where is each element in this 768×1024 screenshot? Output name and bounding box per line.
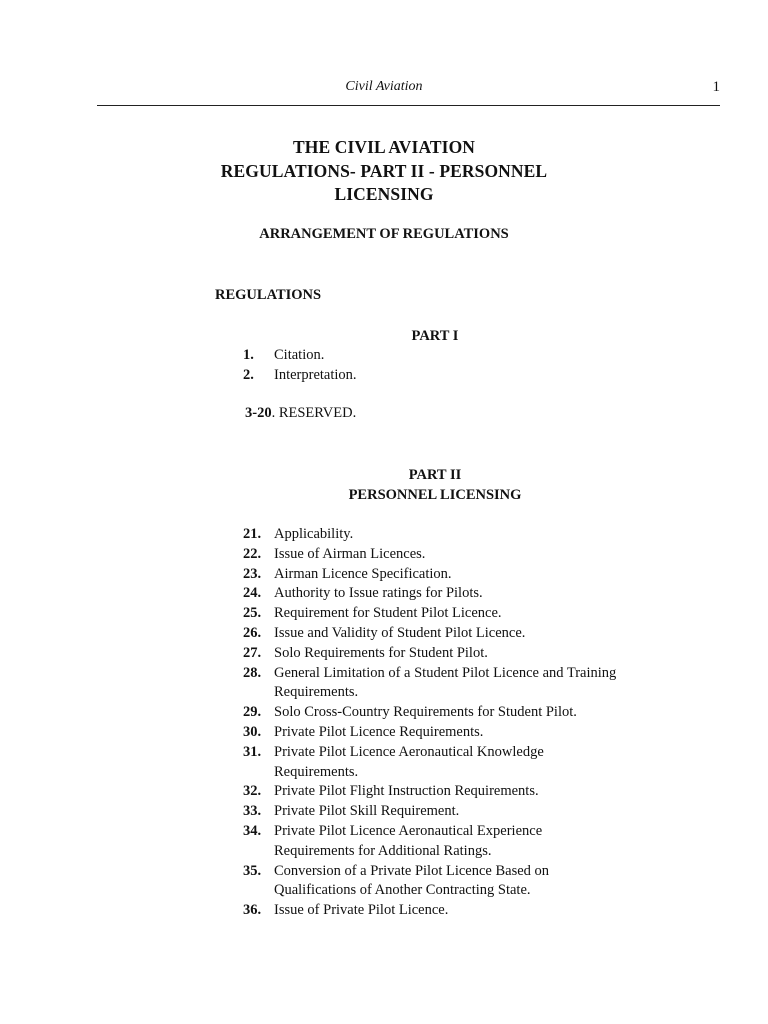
header-rule xyxy=(97,105,720,106)
regulation-number: 21. xyxy=(243,526,262,542)
page-number: 1 xyxy=(712,79,720,95)
regulation-title: Private Pilot Licence Requirements. xyxy=(274,723,484,740)
regulation-title: Citation. xyxy=(274,347,325,363)
list-item xyxy=(243,366,663,386)
list-item xyxy=(243,545,663,565)
regulation-number: 2. xyxy=(243,366,254,383)
regulation-title: Airman Licence Specification. xyxy=(274,565,452,582)
regulation-number: 26. xyxy=(243,624,262,641)
regulation-title: Private Pilot Licence Aeronautical Knowledge Requirements. xyxy=(274,743,544,780)
list-item xyxy=(243,584,663,604)
regulation-title: General Limitation of a Student Pilot Licence and Training Requirements. xyxy=(274,664,617,701)
list-item xyxy=(243,822,663,862)
list-item xyxy=(243,703,663,723)
regulation-number: 30. xyxy=(243,723,262,740)
part-1-list xyxy=(243,346,663,386)
part-2-list xyxy=(243,525,663,921)
regulation-title: Solo Requirements for Student Pilot. xyxy=(274,644,488,661)
regulation-number: 1. xyxy=(243,347,254,363)
regulation-number: 33. xyxy=(243,803,262,820)
regulation-title: Issue of Airman Licences. xyxy=(274,545,426,562)
regulation-number: 27. xyxy=(243,644,262,661)
list-item xyxy=(243,565,663,585)
regulation-title: Authority to Issue ratings for Pilots. xyxy=(274,585,483,602)
list-item xyxy=(243,901,663,921)
list-item xyxy=(243,802,663,822)
regulation-title: Conversion of a Private Pilot Licence Based on Qualifications of Another Contracting State. xyxy=(274,862,550,899)
regulation-title: Solo Cross-Country Requirements for Student Pilot. xyxy=(274,704,577,721)
part-2-heading xyxy=(51,465,768,505)
regulation-title: Private Pilot Licence Aeronautical Experience Requirements for Additional Ratings. xyxy=(274,822,543,859)
list-item xyxy=(243,346,663,366)
regulation-title: Issue and Validity of Student Pilot Licence. xyxy=(274,624,526,641)
reserved-number: 3-20 xyxy=(245,405,272,421)
list-item xyxy=(243,624,663,644)
list-item xyxy=(243,664,663,704)
running-header-title: Civil Aviation xyxy=(345,79,423,94)
title-line-2: REGULATIONS- PART II - PERSONNEL xyxy=(220,160,548,181)
part-2-title: PART II xyxy=(408,467,462,483)
regulation-number: 32. xyxy=(243,783,262,800)
regulation-number: 34. xyxy=(243,822,262,839)
regulation-title: Requirement for Student Pilot Licence. xyxy=(274,605,502,622)
document-title xyxy=(0,136,768,207)
regulation-number: 28. xyxy=(243,664,262,681)
part-1-heading: PART I xyxy=(411,328,459,344)
regulation-title: Private Pilot Skill Requirement. xyxy=(274,803,460,820)
regulation-number: 24. xyxy=(243,585,262,602)
list-item xyxy=(243,644,663,664)
regulation-number: 31. xyxy=(243,743,262,760)
regulation-number: 36. xyxy=(243,902,262,919)
title-line-1: THE CIVIL AVIATION xyxy=(292,137,476,157)
regulation-title: Private Pilot Flight Instruction Requirements. xyxy=(274,783,539,800)
title-line-3: LICENSING xyxy=(334,184,434,204)
list-item xyxy=(243,743,663,783)
list-item xyxy=(243,862,663,902)
regulation-title: Applicability. xyxy=(274,526,354,542)
regulation-title: Issue of Private Pilot Licence. xyxy=(274,902,449,919)
regulation-number: 22. xyxy=(243,545,262,562)
regulation-number: 23. xyxy=(243,565,262,582)
list-item xyxy=(243,782,663,802)
arrangement-heading: ARRANGEMENT OF REGULATIONS xyxy=(259,226,509,242)
list-item xyxy=(243,723,663,743)
list-item xyxy=(243,525,663,545)
part-2-subtitle: PERSONNEL LICENSING xyxy=(348,487,522,503)
regulation-number: 25. xyxy=(243,605,262,622)
regulation-number: 35. xyxy=(243,862,262,879)
regulations-label: REGULATIONS xyxy=(215,287,322,303)
regulation-number: 29. xyxy=(243,704,262,721)
regulation-title: Interpretation. xyxy=(274,366,357,383)
list-item xyxy=(243,604,663,624)
reserved-text: . RESERVED. xyxy=(271,405,357,421)
reserved-entry xyxy=(245,405,356,422)
